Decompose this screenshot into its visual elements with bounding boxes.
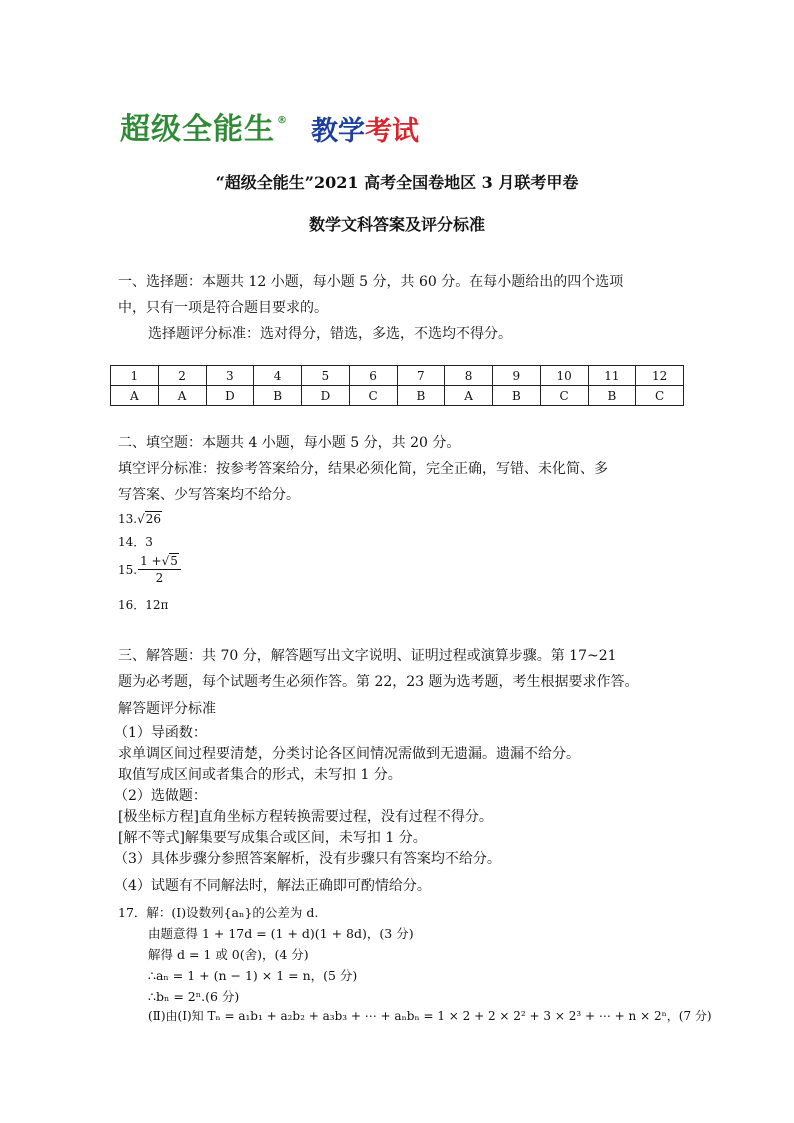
answer-15-number: 15.	[118, 562, 138, 577]
question-number-cell: 7	[397, 366, 445, 386]
question-number-cell: 4	[254, 366, 302, 386]
answer-cell: D	[206, 386, 254, 406]
rule-1b: 取值写成区间或者集合的形式，未写扣 1 分。	[118, 767, 402, 783]
question-number-cell: 10	[540, 366, 588, 386]
radicand: 26	[145, 512, 162, 526]
logo	[120, 108, 419, 148]
registered-mark: ®	[277, 115, 287, 126]
question-number-cell: 8	[445, 366, 493, 386]
question-number-cell: 12	[636, 366, 684, 386]
answer-13-number: 13.	[118, 512, 138, 526]
question-number-cell: 3	[206, 366, 254, 386]
rule-2a: [极坐标方程]直角坐标方程转换需要过程，没有过程不得分。	[118, 809, 493, 825]
answer-cell: C	[349, 386, 397, 406]
section2-standard-line1: 填空评分标准：按参考答案给分，结果必须化简，完全正确，写错、未化简、多	[118, 461, 608, 477]
question-number-cell: 11	[588, 366, 636, 386]
answer-table-answer-row	[111, 386, 684, 406]
section2-intro: 二、填空题：本题共 4 小题，每小题 5 分，共 20 分。	[118, 435, 461, 451]
answer-cell: B	[588, 386, 636, 406]
answer-cell: A	[111, 386, 159, 406]
answer-cell: B	[493, 386, 541, 406]
fraction-numerator	[138, 554, 181, 570]
sqrt-symbol	[137, 512, 162, 526]
q17-line6: (Ⅱ)由(Ⅰ)知 Tₙ = a₁b₁ + a₂b₂ + a₃b₃ + ⋯ + aₙbₙ = 1 × 2 + 2 × 2² + 3 × 2³ + ⋯ + n × 2ⁿ，(7 分)	[148, 1009, 712, 1023]
answer-cell: D	[302, 386, 350, 406]
answer-table	[110, 365, 684, 406]
rule-1a: 求单调区间过程要清楚，分类讨论各区间情况需做到无遗漏。遗漏不给分。	[118, 746, 580, 762]
answer-cell: C	[540, 386, 588, 406]
logo-sub-text-2: 考试	[365, 116, 419, 147]
answer-cell: B	[254, 386, 302, 406]
document-subtitle: 数学文科答案及评分标准	[308, 215, 485, 234]
rule-4: （4）试题有不同解法时，解法正确即可酌情给分。	[114, 878, 431, 894]
q17-line1: 17．解：(Ⅰ)设数列{aₙ}的公差为 d.	[118, 905, 319, 920]
numerator-text: 1 +	[140, 554, 162, 568]
document-title: “超级全能生”2021 高考全国卷地区 3 月联考甲卷	[215, 173, 579, 192]
fraction-denominator: 2	[155, 571, 164, 585]
q17-line5: ∴bₙ = 2ⁿ.(6 分)	[148, 989, 240, 1004]
radical-sign: √	[161, 554, 170, 568]
answer-15	[118, 554, 181, 585]
q17-line3: 解得 d = 1 或 0(舍)，(4 分)	[148, 947, 309, 962]
section3-standard-title: 解答题评分标准	[118, 701, 216, 717]
fraction	[138, 554, 181, 585]
answer-16: 16．12π	[118, 598, 169, 612]
answer-13	[118, 512, 162, 526]
rule-2-heading: （2）选做题：	[114, 788, 207, 804]
radicand: 5	[170, 554, 178, 568]
answer-cell: A	[445, 386, 493, 406]
answer-table-number-row	[111, 366, 684, 386]
answer-cell: A	[158, 386, 206, 406]
radical-sign: √	[137, 512, 145, 526]
question-number-cell: 9	[493, 366, 541, 386]
question-number-cell: 6	[349, 366, 397, 386]
section3-intro-line1: 三、解答题：共 70 分，解答题写出文字说明、证明过程或演算步骤。第 17~21	[118, 648, 617, 664]
question-number-cell: 5	[302, 366, 350, 386]
section1-scoring-standard: 选择题评分标准：选对得分，错选，多选，不选均不得分。	[148, 326, 512, 342]
rule-2b: [解不等式]解集要写成集合或区间，未写扣 1 分。	[118, 830, 427, 846]
answer-cell: C	[636, 386, 684, 406]
rule-1-heading: （1）导函数：	[114, 725, 207, 741]
section2-standard-line2: 写答案、少写答案均不给分。	[118, 487, 300, 503]
section1-intro-line2: 中，只有一项是符合题目要求的。	[118, 300, 328, 316]
logo-sub-text-1: 教学	[311, 116, 365, 147]
question-number-cell: 2	[158, 366, 206, 386]
answer-cell: B	[397, 386, 445, 406]
logo-main-text: 超级全能生	[120, 112, 275, 147]
rule-3: （3）具体步骤分参照答案解析，没有步骤只有答案均不给分。	[114, 851, 501, 867]
question-number-cell: 1	[111, 366, 159, 386]
q17-line4: ∴aₙ = 1 + (n − 1) × 1 = n，(5 分)	[148, 968, 358, 983]
section3-intro-line2: 题为必考题，每个试题考生必须作答。第 22，23 题为选考题，考生根据要求作答。	[118, 674, 639, 690]
answer-14: 14．3	[118, 535, 153, 549]
section1-intro-line1: 一、选择题：本题共 12 小题，每小题 5 分，共 60 分。在每小题给出的四个选项	[118, 274, 624, 290]
q17-line2: 由题意得 1 + 17d = (1 + d)(1 + 8d)，(3 分)	[148, 926, 414, 941]
